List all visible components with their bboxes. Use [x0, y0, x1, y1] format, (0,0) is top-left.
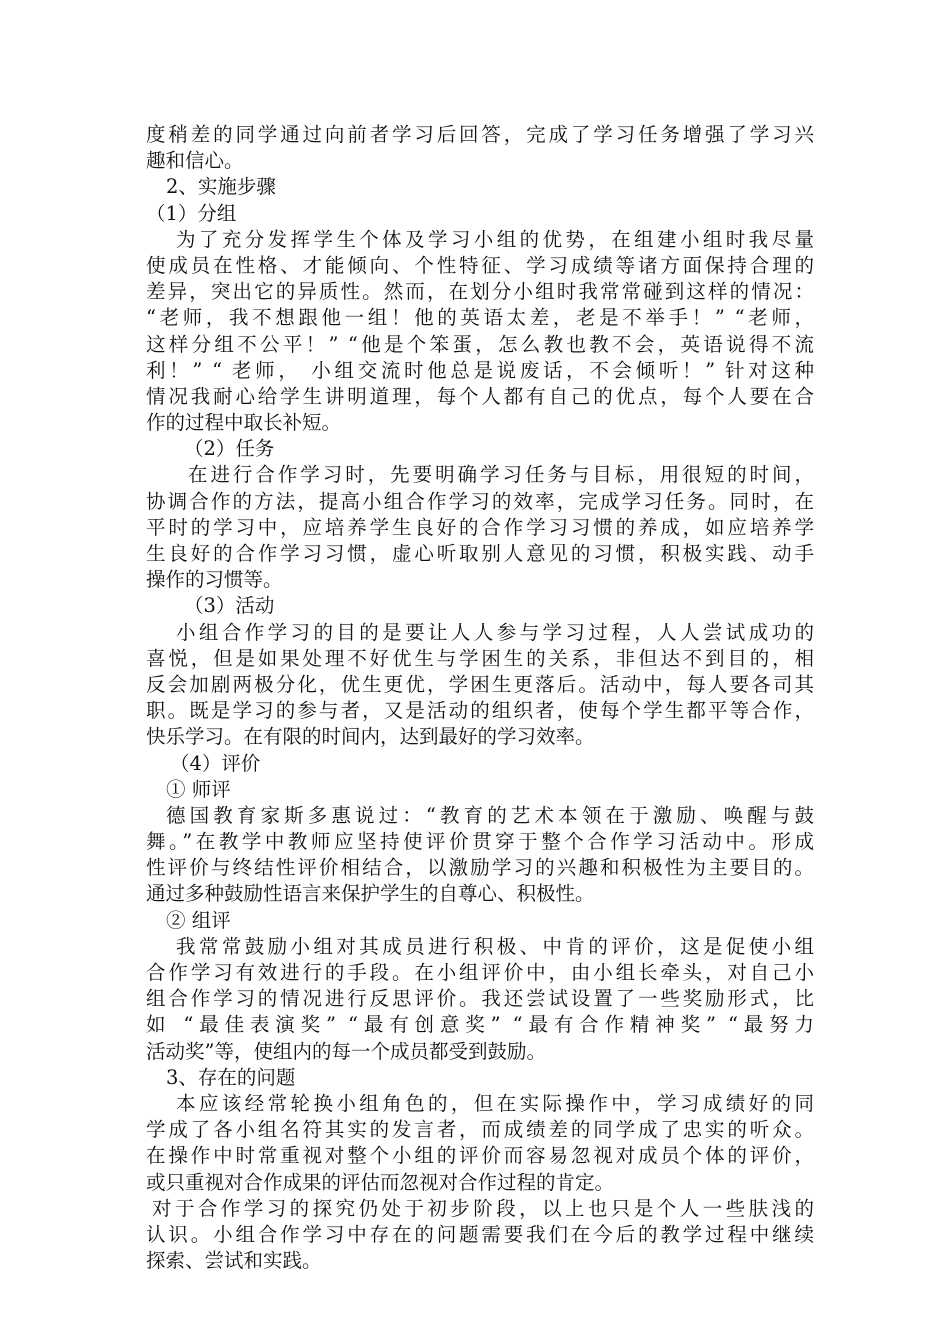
text-line: 探索、尝试和实践。 [146, 1249, 322, 1273]
text-line: 合作学习有效进行的手段。在小组评价中，由小组长牵头，对自己小 [146, 961, 814, 984]
text-line: 对于合作学习的探究仍处于初步阶段，以上也只是个人一些肤浅的 [152, 1196, 814, 1220]
text-line: 通过多种鼓励性语言来保护学生的自尊心、积极性。 [146, 882, 595, 906]
text-line: （2）任务 [184, 437, 275, 461]
text-line: 或只重视对合作成果的评估而忽视对合作过程的肯定。 [146, 1170, 615, 1194]
text-line: （3）活动 [184, 594, 275, 618]
text-line: ② 组评 [166, 908, 231, 932]
text-line: 情况我耐心给学生讲明道理，每个人都有自己的优点，每个人要在合 [146, 384, 814, 408]
text-line: 利！” “ 老师， 小组交流时他总是说废话，不会倾听！” 针对这种 [146, 358, 814, 382]
text-line: 职。既是学习的参与者，又是活动的组织者，使每个学生都平等合作， [146, 699, 814, 723]
text-line: 本应该经常轮换小组角色的，但在实际操作中，学习成绩好的同 [176, 1091, 814, 1115]
text-line: 组合作学习的情况进行反思评价。我还尝试设置了一些奖励形式，比 [146, 987, 814, 1011]
text-line: 性评价与终结性评价相结合，以激励学习的兴趣和积极性为主要目的。 [146, 856, 814, 880]
text-line: 反会加剧两极分化，优生更优，学困生更落后。活动中，每人要各司其 [146, 672, 814, 696]
text-line: 快乐学习。在有限的时间内，达到最好的学习效率。 [146, 725, 595, 749]
text-line: “老师，我不想跟他一组！他的英语太差，老是不举手！” “老师， [146, 306, 814, 330]
text-line: 活动奖”等，使组内的每一个成员都受到鼓励。 [146, 1039, 546, 1063]
text-line: （1）分组 [146, 201, 237, 225]
text-line: 这样分组不公平！” “他是个笨蛋，怎么教也教不会，英语说得不流 [146, 332, 814, 356]
text-line: 我常常鼓励小组对其成员进行积极、中肯的评价，这是促使小组 [176, 934, 814, 958]
text-line: 使成员在性格、才能倾向、个性特征、学习成绩等诸方面保持合理的 [146, 253, 814, 277]
text-line: 为了充分发挥学生个体及学习小组的优势，在组建小组时我尽量 [176, 227, 814, 251]
text-line: 认识。小组合作学习中存在的问题需要我们在今后的教学过程中继续 [146, 1222, 814, 1246]
text-line: （4）评价 [170, 751, 261, 775]
text-line: 德国教育家斯多惠说过：“教育的艺术本领在于激励、唤醒与鼓 [166, 803, 814, 827]
text-line: 如 “最佳表演奖” “最有创意奖” “最有合作精神奖” “最努力 [146, 1013, 814, 1037]
text-line: 度稍差的同学通过向前者学习后回答，完成了学习任务增强了学习兴 [146, 123, 814, 146]
text-line: 作的过程中取长补短。 [146, 411, 342, 435]
text-line: 舞。”在教学中教师应坚持使评价贯穿于整个合作学习活动中。形成 [146, 830, 814, 854]
text-line: 小组合作学习的目的是要让人人参与学习过程，人人尝试成功的 [176, 620, 814, 644]
text-line: 协调合作的方法，提高小组合作学习的效率，完成学习任务。同时，在 [146, 489, 814, 513]
text-line: 喜悦，但是如果处理不好优生与学困生的关系，非但达不到目的，相 [146, 646, 814, 670]
text-line: 差异，突出它的异质性。然而，在划分小组时我常常碰到这样的情况： [146, 280, 814, 304]
text-line: 趣和信心。 [146, 149, 244, 173]
text-line: 在操作中时常重视对整个小组的评价而容易忽视对成员个体的评价， [146, 1144, 814, 1168]
text-line: ① 师评 [166, 777, 231, 801]
document-body [146, 122, 814, 1274]
text-line: 生良好的合作学习习惯，虚心听取别人意见的习惯，积极实践、动手 [146, 542, 814, 565]
text-line: 2、实施步骤 [166, 175, 276, 199]
text-line: 平时的学习中，应培养学生良好的合作学习习惯的养成，如应培养学 [146, 515, 814, 539]
text-line: 在进行合作学习时，先要明确学习任务与目标，用很短的时间， [188, 463, 814, 487]
text-line: 操作的习惯等。 [146, 568, 283, 592]
text-line: 3、存在的问题 [166, 1065, 296, 1089]
text-line: 学成了各小组名符其实的发言者，而成绩差的同学成了忠实的听众。 [146, 1118, 814, 1142]
